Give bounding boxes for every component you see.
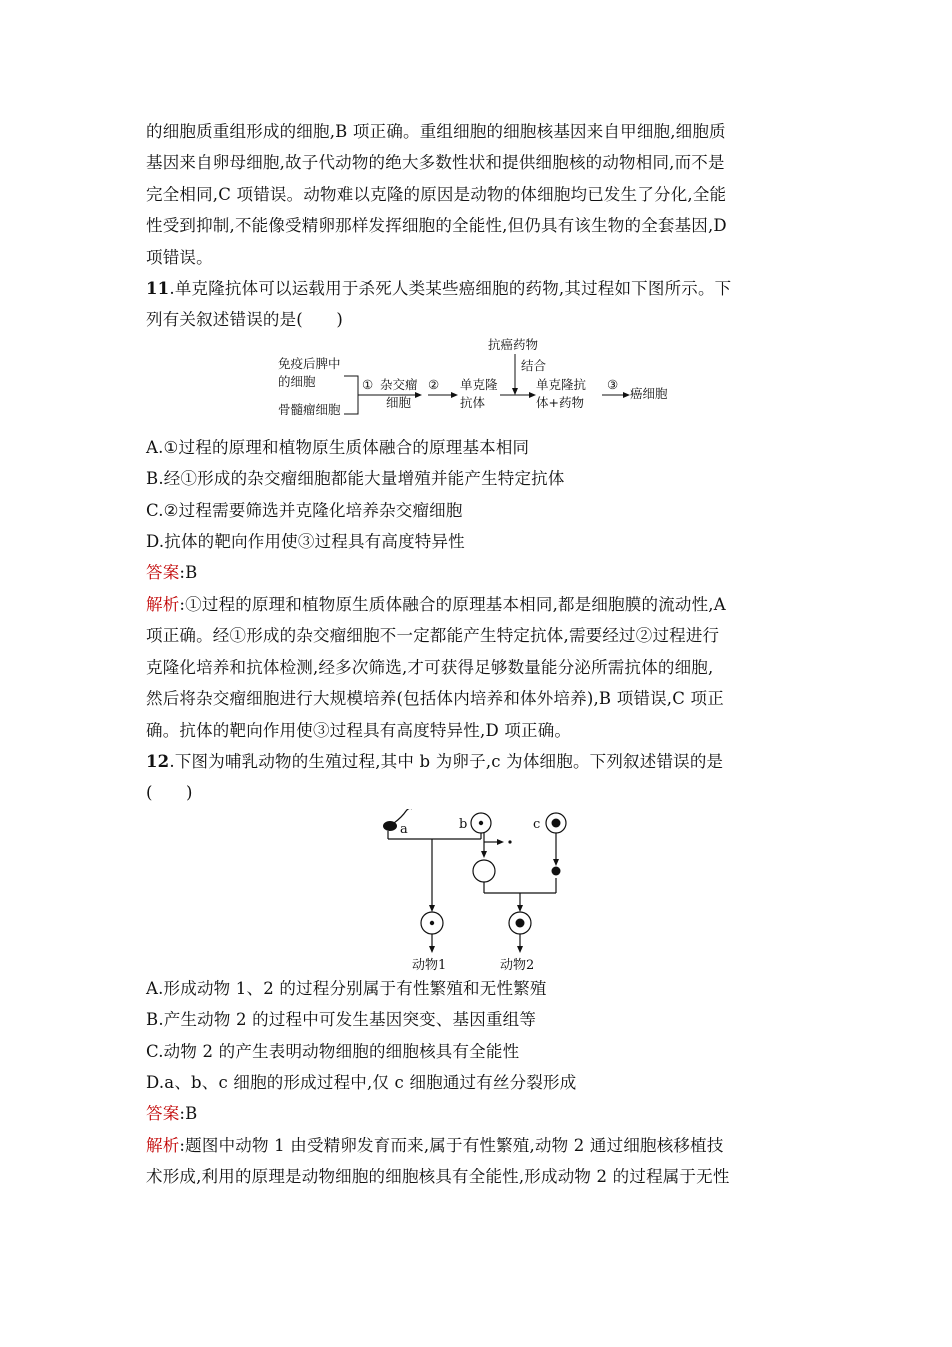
- label-hybrid: 杂交瘤: [380, 376, 418, 392]
- label-spleen: 免疫后脾中: [278, 355, 341, 371]
- label-conjugate: 体+药物: [536, 394, 584, 410]
- analysis-line: 然后将杂交瘤细胞进行大规模培养(包括体内培养和体外培养),B 项错误,C 项正: [146, 689, 724, 709]
- analysis-line: 完全相同,C 项错误。动物难以克隆的原因是动物的体细胞均已发生了分化,全能: [146, 184, 727, 204]
- analysis-line: 术形成,利用的原理是动物细胞的细胞核具有全能性,形成动物 2 的过程属于无性: [146, 1167, 730, 1187]
- analysis-line: 基因来自卵母细胞,故子代动物的绝大多数性状和提供细胞核的动物相同,而不是: [146, 153, 725, 173]
- enucleated-egg: [473, 860, 495, 882]
- question-11: [146, 273, 811, 746]
- figure-monoclonal-antibody: [146, 336, 811, 432]
- option-b: B.经①形成的杂交瘤细胞都能大量增殖并能产生特定抗体: [146, 469, 565, 489]
- analysis-text: :题图中动物 1 由受精卵发育而来,属于有性繁殖,动物 2 通过细胞核移植技: [179, 1135, 724, 1155]
- stem-text: .下图为哺乳动物的生殖过程,其中 b 为卵子,c 为体细胞。下列叙述错误的是: [169, 751, 724, 771]
- label-step1: ①: [362, 376, 374, 392]
- question-stem: ( ): [146, 783, 193, 803]
- option-d: D.抗体的靶向作用使③过程具有高度特异性: [146, 532, 465, 552]
- analysis-label: 解析: [146, 1135, 180, 1155]
- option-a: A.①过程的原理和植物原生质体融合的原理基本相同: [146, 437, 530, 457]
- removed-nucleus: [508, 840, 511, 843]
- label-step3: ③: [607, 376, 619, 392]
- option-d: D.a、b、c 细胞的形成过程中,仅 c 细胞通过有丝分裂形成: [146, 1072, 577, 1092]
- option-a: A.形成动物 1、2 的过程分别属于有性繁殖和无性繁殖: [146, 978, 547, 998]
- analysis-line: 项错误。: [146, 247, 213, 267]
- bracket-line: [344, 376, 358, 414]
- answer-value: :B: [179, 563, 198, 583]
- analysis-label: 解析: [146, 594, 180, 614]
- question-stem: 列有关叙述错误的是( ): [146, 310, 343, 330]
- question-12: [146, 746, 811, 1193]
- label-spleen: 的细胞: [278, 373, 316, 389]
- analysis-line: 克隆化培养和抗体检测,经多次筛选,才可获得足够数量能分泌所需抗体的细胞,: [146, 657, 714, 677]
- donor-nucleus: [552, 866, 561, 875]
- label-step2: ②: [428, 376, 440, 392]
- answer-line: [146, 1098, 811, 1129]
- label-combine: 结合: [521, 357, 547, 373]
- answer-line: [146, 557, 811, 588]
- question-number: 12: [146, 751, 170, 771]
- answer-label: 答案: [146, 563, 180, 583]
- analysis-line: 项正确。经①形成的杂交瘤细胞不一定都能产生特定抗体,需要经过②过程进行: [146, 626, 720, 646]
- analysis-text: :①过程的原理和植物原生质体融合的原理基本相同,都是细胞膜的流动性,A: [179, 594, 726, 614]
- analysis-line: [146, 1130, 811, 1161]
- answer-value: :B: [179, 1104, 198, 1124]
- analysis-line: 的细胞质重组形成的细胞,B 项正确。重组细胞的细胞核基因来自甲细胞,细胞质: [146, 122, 726, 141]
- label-c: c: [533, 816, 541, 832]
- flow-diagram: [146, 336, 811, 432]
- label-a: a: [400, 821, 408, 837]
- figure-mammal-reproduction: [146, 809, 811, 973]
- label-mab: 抗体: [460, 394, 486, 410]
- answer-label: 答案: [146, 1104, 180, 1124]
- document-page: [146, 116, 811, 1193]
- option-c: C.动物 2 的产生表明动物细胞的细胞核具有全能性: [146, 1041, 520, 1061]
- reproduction-diagram: [146, 809, 811, 973]
- prev-analysis: [146, 116, 811, 273]
- label-cancer: 癌细胞: [630, 385, 668, 401]
- stem-text: .单克隆抗体可以运载用于杀死人类某些癌细胞的药物,其过程如下图所示。下: [169, 279, 732, 299]
- analysis-line: [146, 589, 811, 620]
- label-hybrid: 细胞: [386, 394, 412, 410]
- question-stem: [146, 273, 811, 304]
- label-myeloma: 骨髓瘤细胞: [278, 401, 341, 417]
- analysis-line: 确。抗体的靶向作用使③过程具有高度特异性,D 项正确。: [146, 720, 572, 740]
- question-stem: [146, 746, 811, 777]
- question-number: 11: [146, 279, 170, 299]
- sperm-tail: [394, 809, 412, 823]
- label-drug: 抗癌药物: [488, 336, 539, 352]
- option-c: C.②过程需要筛选并克隆化培养杂交瘤细胞: [146, 500, 463, 520]
- label-b: b: [459, 816, 468, 832]
- label-animal2: 动物2: [500, 957, 535, 973]
- label-mab: 单克隆: [460, 376, 498, 392]
- analysis-line: 性受到抑制,不能像受精卵那样发挥细胞的全能性,但仍具有该生物的全套基因,D: [146, 216, 727, 236]
- label-conjugate: 单克隆抗: [536, 376, 587, 392]
- label-animal1: 动物1: [412, 957, 447, 973]
- option-b: B.产生动物 2 的过程中可发生基因突变、基因重组等: [146, 1010, 537, 1030]
- sperm-cell-a: [383, 821, 397, 831]
